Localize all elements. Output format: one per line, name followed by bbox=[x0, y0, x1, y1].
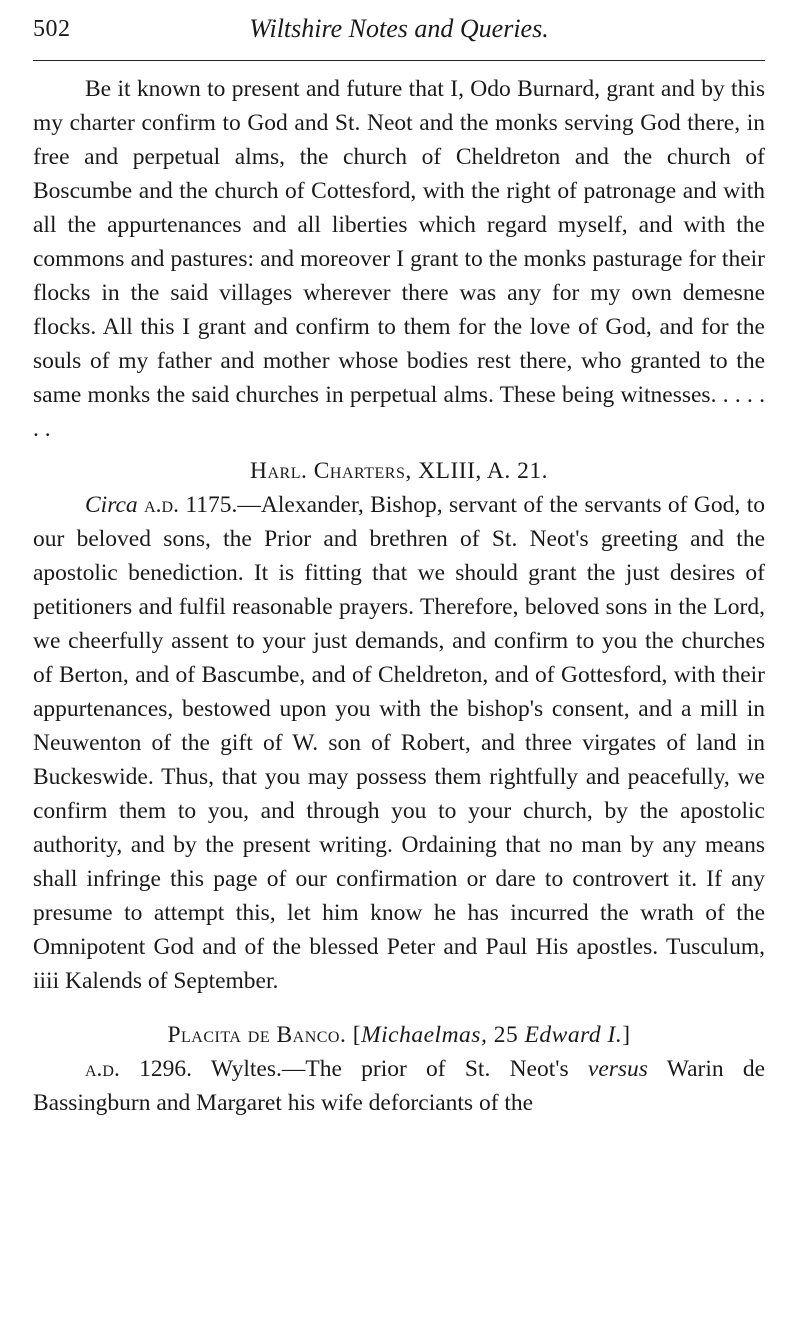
paragraph-date: a.d. 1175. bbox=[144, 492, 238, 518]
regnal-number: 25 bbox=[493, 1022, 519, 1048]
section-heading-harl-charters: Harl. Charters, XLIII, A. 21. bbox=[250, 458, 548, 484]
king-name: Edward I. bbox=[524, 1022, 623, 1048]
body-text bbox=[33, 72, 765, 1120]
plea-text-start: Wyltes.—The prior of St. Neot's bbox=[210, 1056, 569, 1082]
header-rule bbox=[33, 60, 765, 61]
charter-paragraph-odo-burnard: Be it known to present and future that I, Odo Burnard, grant and by this my charter confirm to God and St. Neot and the monks serving God there, in free and perpetual alms, the church of Cheldreton and the church of Boscumbe and the church of Cottesford, with the right of patronage and with all the appurtenances and all liberties which regard myself, and with the commons and pastures: and moreover I grant to the monks pasturage for their flocks in the said villages wherever there was any for my own demesne flocks. All this I grant and confirm to them for the love of God, and for the souls of my father and mother whose bodies rest there, who granted to the same monks the said churches in perpetual alms. These being witnesses. . . . . . . bbox=[33, 76, 765, 442]
charter-paragraph-alexander bbox=[33, 488, 765, 998]
circa-label: Circa bbox=[85, 492, 138, 518]
paragraph-text: —Alexander, Bishop, servant of the servants of God, to our beloved sons, the Prior and brethren of St. Neot's greeting and the apostolic benediction. It is fitting that we should grant the just desires of petitioners and fulfil reasonable prayers. Therefore, beloved sons in the Lord, we cheerfully assent to your just demands, and confirm to you the churches of Berton, and of Bascumbe, and of Cheldreton, and of Gottesford, with their appurtenances, bestowed upon you with the bishop's consent, and a mill in Neuwenton of the gift of W. son of Robert, and three virgates of land in Buckeswide. Thus, that you may possess them rightfully and peacefully, we confirm them to you, and through you to your church, by the apostolic authority, and by the present writing. Ordaining that no man by any means shall infringe this page of our confirmation or dare to controvert it. If any presume to attempt this, let him know he has incurred the wrath of the Omnipotent God and of the blessed Peter and Paul His apostles. Tusculum, iiii Kalends of September. bbox=[33, 492, 765, 994]
plea-paragraph-wyltes bbox=[33, 1052, 765, 1120]
placita-title: Placita de Banco. bbox=[167, 1022, 347, 1048]
page-number: 502 bbox=[33, 16, 71, 42]
running-head bbox=[33, 14, 765, 48]
bracket-open: [ bbox=[352, 1022, 362, 1048]
bracket-close: ] bbox=[622, 1022, 631, 1048]
plea-date: a.d. 1296. bbox=[85, 1056, 192, 1082]
versus-word: versus bbox=[587, 1056, 648, 1082]
section-heading-placita-de-banco bbox=[33, 1018, 765, 1052]
plea-text-end: Warin de Bassingburn and Margaret his wife deforciants of the bbox=[33, 1056, 766, 1116]
journal-title: Wiltshire Notes and Queries. bbox=[249, 14, 549, 43]
term-name: Michaelmas, bbox=[361, 1022, 488, 1048]
